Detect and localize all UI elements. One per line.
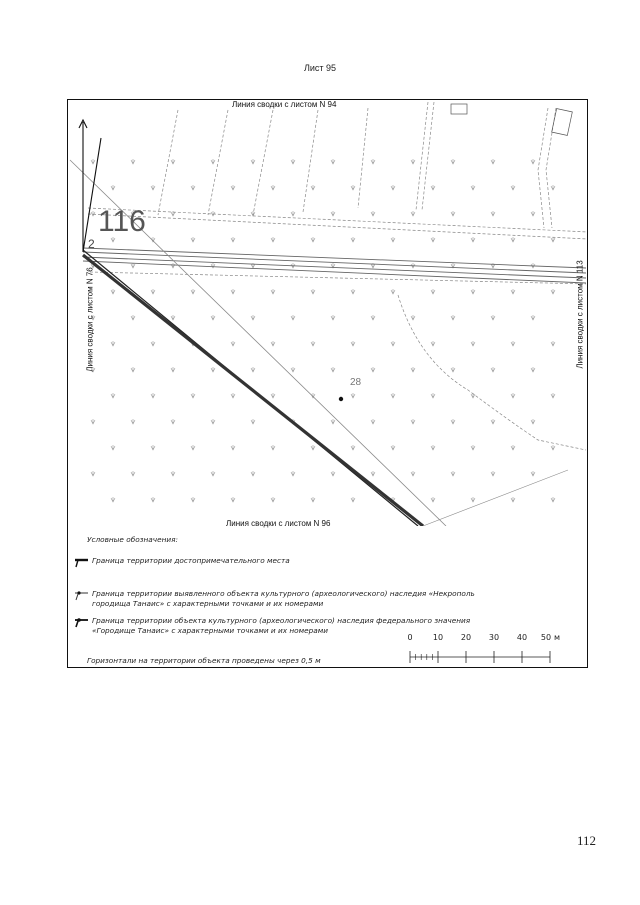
vegetation-mark: [191, 393, 195, 398]
vegetation-mark: [471, 289, 475, 294]
vegetation-mark: [311, 289, 315, 294]
dashed-field-edge: [88, 214, 586, 239]
legend-item-necropolis-boundary: [92, 589, 552, 609]
vegetation-mark: [531, 211, 535, 216]
vegetation-mark: [111, 341, 115, 346]
vegetation-mark: [511, 289, 515, 294]
vegetation-mark: [211, 471, 215, 476]
boundary-line-with-point-icon: [74, 589, 90, 601]
vegetation-mark: [491, 419, 495, 424]
vegetation-mark: [111, 289, 115, 294]
vegetation-mark: [311, 341, 315, 346]
vegetation-mark: [471, 185, 475, 190]
vegetation-mark: [551, 393, 555, 398]
vegetation-mark: [531, 471, 535, 476]
dashed-parcel-line: [208, 110, 228, 215]
vegetation-mark: [371, 419, 375, 424]
scale-bar: [398, 643, 558, 665]
vegetation-mark: [231, 185, 235, 190]
vegetation-mark: [511, 445, 515, 450]
match-line-bottom: Линия сводки с листом N 96: [226, 519, 331, 528]
vegetation-mark: [291, 211, 295, 216]
vegetation-mark: [171, 315, 175, 320]
road-edge-line: [83, 261, 586, 283]
legend-text: Граница территории выявленного объекта культурного (археологического) наследия «Некрополь: [92, 589, 475, 598]
vegetation-mark: [371, 159, 375, 164]
vegetation-mark: [91, 159, 95, 164]
vegetation-mark: [271, 289, 275, 294]
vegetation-mark: [231, 393, 235, 398]
vegetation-mark: [231, 497, 235, 502]
map-sheet-frame: [67, 99, 588, 668]
vegetation-mark: [311, 185, 315, 190]
vegetation-mark: [91, 419, 95, 424]
vegetation-mark: [211, 159, 215, 164]
vegetation-mark: [351, 289, 355, 294]
vegetation-mark: [171, 419, 175, 424]
match-line-left: Линия сводки с листом N 76: [85, 267, 95, 372]
dashed-road-line: [416, 102, 428, 210]
vegetation-mark: [471, 497, 475, 502]
dashed-road-line: [546, 108, 556, 228]
characteristic-point: [339, 397, 343, 401]
vegetation-mark: [511, 341, 515, 346]
vegetation-mark: [371, 367, 375, 372]
vegetation-mark: [331, 419, 335, 424]
sheet-title: Лист 95: [303, 63, 337, 73]
vegetation-mark: [351, 497, 355, 502]
vegetation-mark: [471, 445, 475, 450]
vegetation-mark: [451, 419, 455, 424]
vegetation-mark: [431, 341, 435, 346]
dashed-field-edge: [88, 208, 586, 232]
vegetation-mark: [131, 159, 135, 164]
vegetation-mark: [551, 237, 555, 242]
vegetation-mark: [171, 367, 175, 372]
vegetation-mark: [331, 471, 335, 476]
vegetation-mark: [431, 185, 435, 190]
legend-item-monument-boundary: [92, 556, 552, 566]
legend-text: Граница территории достопримечательного места: [92, 556, 290, 565]
vegetation-mark: [491, 367, 495, 372]
vegetation-mark: [491, 211, 495, 216]
vegetation-mark: [251, 471, 255, 476]
building-outline: [552, 109, 573, 136]
vegetation-mark: [491, 315, 495, 320]
vegetation-mark: [371, 471, 375, 476]
vegetation-mark: [231, 445, 235, 450]
vegetation-mark: [391, 393, 395, 398]
vegetation-mark: [151, 341, 155, 346]
vegetation-mark: [151, 393, 155, 398]
dashed-parcel-line: [303, 110, 318, 212]
vegetation-mark: [151, 445, 155, 450]
lot-number: 116: [98, 205, 146, 238]
boundary-thick-line-icon: [74, 556, 90, 568]
vegetation-mark: [351, 341, 355, 346]
legend-title: Условные обозначения:: [87, 535, 178, 544]
vegetation-mark: [251, 367, 255, 372]
vegetation-mark: [431, 237, 435, 242]
vegetation-mark: [371, 315, 375, 320]
vegetation-mark: [271, 341, 275, 346]
point-number: 28: [350, 377, 362, 388]
legend: [68, 529, 586, 667]
vegetation-mark: [351, 393, 355, 398]
vegetation-mark: [131, 367, 135, 372]
vegetation-mark: [91, 471, 95, 476]
scale-tick-label: 40: [516, 633, 528, 642]
vegetation-mark: [411, 419, 415, 424]
boundary-monument-thick: [83, 255, 423, 526]
legend-text: «Городище Танаис» с характерными точками и их номерами: [92, 626, 328, 635]
vegetation-mark: [431, 497, 435, 502]
legend-text: городища Танаис» с характерными точками и их номерами: [92, 599, 324, 608]
vegetation-mark: [211, 315, 215, 320]
vegetation-mark: [451, 315, 455, 320]
vegetation-mark: [451, 159, 455, 164]
vegetation-mark: [331, 159, 335, 164]
boundary-bold-with-point-icon: [74, 616, 90, 628]
vegetation-mark: [111, 185, 115, 190]
road-edge-line: [83, 257, 586, 278]
vegetation-mark: [211, 263, 215, 268]
vegetation-mark: [491, 263, 495, 268]
vegetation-mark: [191, 497, 195, 502]
vegetation-mark: [411, 315, 415, 320]
vegetation-mark: [111, 445, 115, 450]
vegetation-mark: [311, 445, 315, 450]
vegetation-mark: [531, 367, 535, 372]
vegetation-mark: [411, 211, 415, 216]
survey-line: [423, 470, 568, 526]
vegetation-mark: [531, 315, 535, 320]
vegetation-mark: [351, 445, 355, 450]
page-number: 112: [576, 833, 596, 848]
vegetation-mark: [491, 471, 495, 476]
vegetation-mark: [291, 367, 295, 372]
vegetation-mark: [131, 471, 135, 476]
vegetation-mark: [211, 211, 215, 216]
vegetation-mark: [391, 289, 395, 294]
vegetation-mark: [271, 497, 275, 502]
scale-tick-label: 10: [432, 633, 444, 642]
vegetation-mark: [531, 419, 535, 424]
vegetation-mark: [431, 289, 435, 294]
vegetation-mark: [511, 237, 515, 242]
vegetation-mark: [551, 185, 555, 190]
dashed-parcel-line: [253, 110, 273, 215]
scale-unit: м: [554, 633, 561, 642]
dashed-road-line: [422, 102, 434, 210]
contours-note: Горизонтали на территории объекта проведены через 0,5 м: [87, 656, 321, 665]
vegetation-mark: [511, 185, 515, 190]
vegetation-mark: [311, 497, 315, 502]
vegetation-mark: [371, 211, 375, 216]
vegetation-mark: [411, 367, 415, 372]
vegetation-mark: [111, 393, 115, 398]
vegetation-mark: [471, 237, 475, 242]
vegetation-mark: [271, 185, 275, 190]
scale-tick-label: 30: [488, 633, 500, 642]
match-line-right: Линия сводки с листом N 113: [575, 260, 585, 369]
vegetation-mark: [191, 445, 195, 450]
corner-point-number: 2: [88, 237, 95, 251]
vegetation-mark: [391, 185, 395, 190]
vegetation-mark: [231, 237, 235, 242]
match-line-top: Линия сводки с листом N 94: [232, 100, 337, 109]
legend-text: Граница территории объекта культурного (археологического) наследия федерального значения: [92, 616, 471, 625]
scale-tick-label: 0: [407, 633, 413, 642]
vegetation-mark: [271, 445, 275, 450]
vegetation-mark: [291, 471, 295, 476]
vegetation-mark: [391, 445, 395, 450]
scale-tick-label: 20: [460, 633, 472, 642]
vegetation-mark: [151, 289, 155, 294]
vegetation-mark: [251, 419, 255, 424]
vegetation-mark: [271, 237, 275, 242]
vegetation-mark: [551, 341, 555, 346]
vegetation-mark: [391, 237, 395, 242]
vegetation-mark: [151, 497, 155, 502]
vegetation-mark: [131, 419, 135, 424]
vegetation-mark: [551, 289, 555, 294]
vegetation-mark: [131, 315, 135, 320]
vegetation-mark: [451, 211, 455, 216]
vegetation-mark: [211, 367, 215, 372]
vegetation-mark: [531, 159, 535, 164]
vegetation-mark: [131, 263, 135, 268]
vegetation-mark: [171, 263, 175, 268]
vegetation-mark: [331, 367, 335, 372]
vegetation-mark: [451, 367, 455, 372]
vegetation-mark: [411, 471, 415, 476]
vegetation-mark: [191, 185, 195, 190]
vegetation-mark: [291, 315, 295, 320]
vegetation-mark: [251, 315, 255, 320]
dashed-field-edge: [90, 272, 586, 284]
road-edge-line: [83, 252, 586, 273]
vegetation-mark: [151, 185, 155, 190]
vegetation-mark: [431, 445, 435, 450]
vegetation-mark: [511, 393, 515, 398]
vegetation-mark: [171, 159, 175, 164]
map-drawing: [68, 100, 586, 526]
vegetation-mark: [411, 159, 415, 164]
vegetation-mark: [351, 185, 355, 190]
vegetation-mark: [391, 341, 395, 346]
vegetation-mark: [231, 341, 235, 346]
vegetation-mark: [231, 289, 235, 294]
vegetation-mark: [171, 471, 175, 476]
vegetation-mark: [451, 471, 455, 476]
vegetation-mark: [331, 315, 335, 320]
dashed-parcel-line: [358, 108, 368, 208]
dashed-parcel-line: [158, 110, 178, 215]
vegetation-marks: [91, 159, 555, 502]
vegetation-mark: [511, 497, 515, 502]
vegetation-mark: [311, 237, 315, 242]
vegetation-mark: [251, 159, 255, 164]
vegetation-mark: [111, 497, 115, 502]
vegetation-mark: [91, 211, 95, 216]
vegetation-mark: [551, 497, 555, 502]
vegetation-mark: [191, 237, 195, 242]
vegetation-mark: [211, 419, 215, 424]
vegetation-mark: [471, 341, 475, 346]
vegetation-mark: [491, 159, 495, 164]
vegetation-mark: [351, 237, 355, 242]
vegetation-mark: [271, 393, 275, 398]
scale-tick-label: 50: [540, 633, 552, 642]
legend-item-settlement-boundary: [92, 616, 552, 636]
building-outline: [451, 104, 467, 114]
vegetation-mark: [551, 445, 555, 450]
vegetation-mark: [431, 393, 435, 398]
vegetation-mark: [331, 211, 335, 216]
vegetation-mark: [191, 289, 195, 294]
vegetation-mark: [291, 159, 295, 164]
